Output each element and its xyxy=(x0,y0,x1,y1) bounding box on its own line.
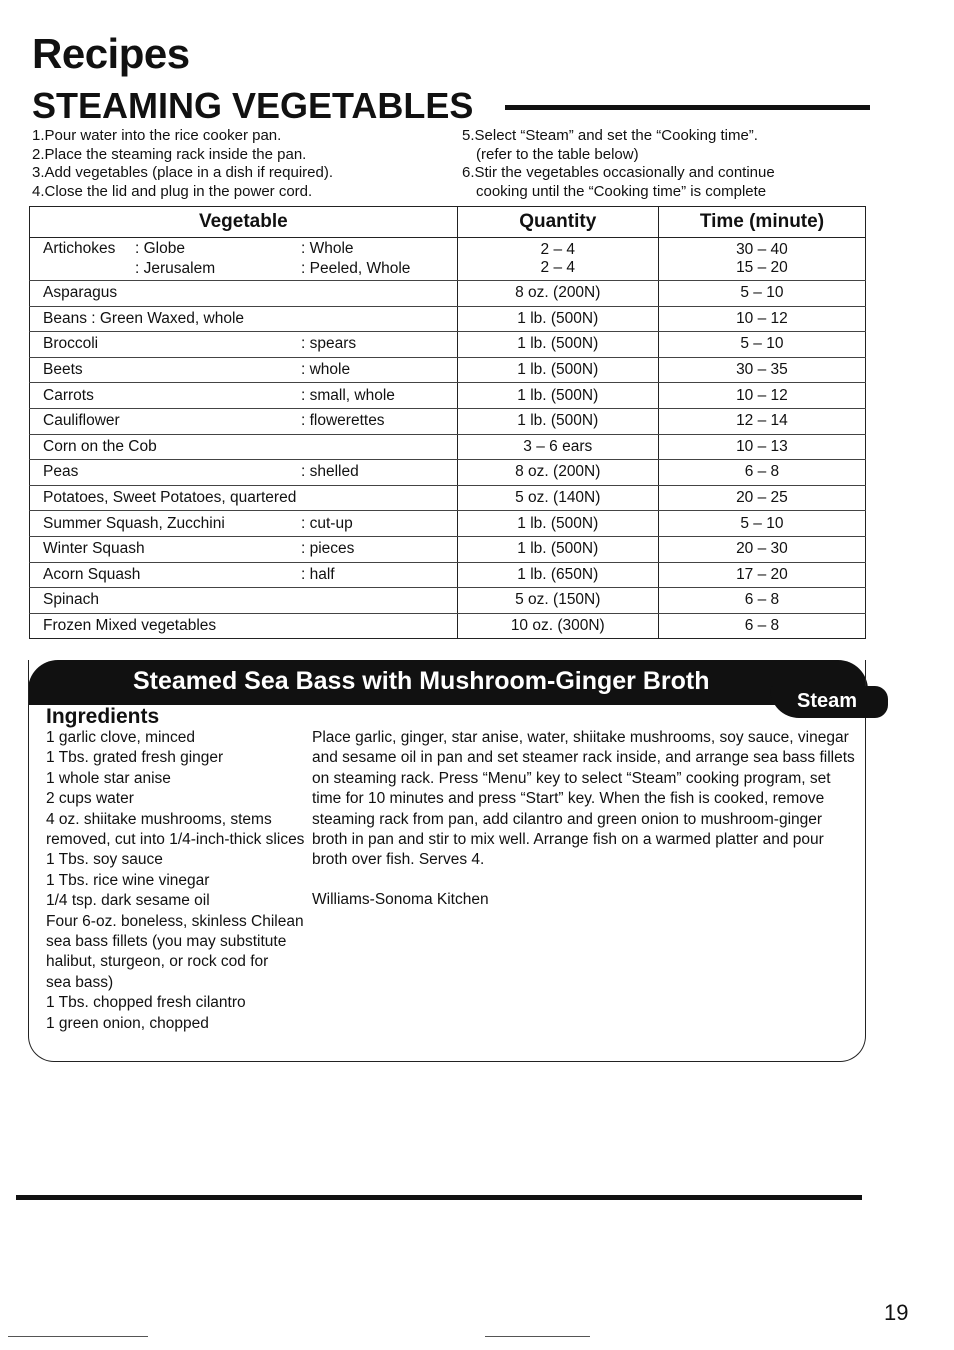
ingredient-item: 4 oz. shiitake mushrooms, stems xyxy=(46,810,272,828)
cell-time: 20 – 30 xyxy=(658,536,865,562)
ingredient-item: sea bass) xyxy=(46,973,114,991)
table-row xyxy=(30,536,866,562)
step-3: 3.Add vegetables (place in a dish if required). xyxy=(32,164,334,181)
ingredient-item: Four 6-oz. boneless, skinless Chilean xyxy=(46,912,304,930)
cell-quantity: 10 oz. (300N) xyxy=(457,613,658,639)
step-4: 4.Close the lid and plug in the power cord. xyxy=(32,182,313,200)
cell-vegetable xyxy=(30,511,458,537)
header-vegetable: Vegetable xyxy=(30,207,458,238)
vegetable-name: Broccoli xyxy=(43,335,99,353)
vegetable-name: Corn on the Cob xyxy=(43,437,157,455)
section-title-rule xyxy=(505,105,870,110)
artichokes-sub-2: : Jerusalem xyxy=(135,260,216,277)
steam-tag: Steam xyxy=(797,690,858,712)
steps-right xyxy=(462,127,775,201)
artichokes-qty-1: 2 – 4 xyxy=(540,241,576,258)
table-row xyxy=(30,332,866,358)
cell-quantity: 3 – 6 ears xyxy=(457,434,658,460)
cell-vegetable xyxy=(30,562,458,588)
footer-rule xyxy=(16,1195,862,1200)
vegetable-cut: : small, whole xyxy=(301,386,395,404)
vegetable-name: Acorn Squash xyxy=(43,565,141,583)
ingredient-item: 1 Tbs. rice wine vinegar xyxy=(46,871,210,889)
ingredient-item: 1 garlic clove, minced xyxy=(46,729,196,746)
table-row xyxy=(30,485,866,511)
recipe-method: Place garlic, ginger, star anise, water, shiitake mushrooms, soy sauce, vinegar and sesame oil in pan and set steamer rack inside, and arrange sea bass fillets on steaming rack. Press “Menu” key to select “Steam” cooking program, set time for 10 minutes and press “Start” key. When the fish is cooked, remove steaming rack from pan, add cilantro and green onion to mushroom-ginger broth in pan and stir to mix well. Arrange fish on a warmed platter and pour broth over fish. Serves 4. xyxy=(312,729,855,869)
table-row xyxy=(30,281,866,307)
vegetable-name: Beets xyxy=(43,361,83,379)
cell-vegetable xyxy=(30,408,458,434)
cell-quantity: 1 lb. (500N) xyxy=(457,357,658,383)
artichokes-name: Artichokes xyxy=(43,240,116,257)
vegetable-name: Asparagus xyxy=(43,284,118,302)
page-title: Recipes xyxy=(32,30,190,77)
table-row xyxy=(30,460,866,486)
table-row xyxy=(30,511,866,537)
footer-line xyxy=(485,1336,590,1337)
cell-time: 30 – 35 xyxy=(658,357,865,383)
ingredients-list xyxy=(46,728,305,1034)
cell-vegetable xyxy=(30,238,458,281)
cell-quantity: 1 lb. (500N) xyxy=(457,408,658,434)
cell-time: 10 – 12 xyxy=(658,383,865,409)
artichokes-time-1: 30 – 40 xyxy=(736,241,788,258)
ingredient-item: sea bass fillets (you may substitute xyxy=(46,933,287,951)
step-2: 2.Place the steaming rack inside the pan. xyxy=(32,145,307,163)
artichokes-sub-1: : Globe xyxy=(135,240,185,257)
step-5: 5.Select “Steam” and set the “Cooking time”. xyxy=(462,127,758,144)
cell-vegetable xyxy=(30,485,458,511)
ingredient-item: 1 Tbs. grated fresh ginger xyxy=(46,749,224,767)
artichokes-desc-2: : Peeled, Whole xyxy=(301,260,411,277)
cell-time: 12 – 14 xyxy=(658,408,865,434)
artichokes-desc-1: : Whole xyxy=(301,240,354,257)
cell-time: 5 – 10 xyxy=(658,281,865,307)
cell-vegetable xyxy=(30,281,458,307)
cell-quantity: 1 lb. (500N) xyxy=(457,332,658,358)
vegetable-cut: : pieces xyxy=(301,540,355,558)
cell-time: 6 – 8 xyxy=(658,460,865,486)
cell-vegetable xyxy=(30,536,458,562)
ingredient-item: 1/4 tsp. dark sesame oil xyxy=(46,892,210,910)
vegetable-table xyxy=(29,206,866,639)
cell-time: 6 – 8 xyxy=(658,613,865,639)
header-quantity: Quantity xyxy=(457,207,658,238)
table-row-artichokes xyxy=(30,238,866,281)
table-row xyxy=(30,434,866,460)
cell-vegetable xyxy=(30,434,458,460)
cell-vegetable xyxy=(30,613,458,639)
vegetable-name: Summer Squash, Zucchini xyxy=(43,514,225,532)
table-row xyxy=(30,588,866,614)
header-time: Time (minute) xyxy=(658,207,865,238)
cell-quantity: 8 oz. (200N) xyxy=(457,460,658,486)
cell-vegetable xyxy=(30,460,458,486)
cell-vegetable xyxy=(30,383,458,409)
ingredient-item: halibut, sturgeon, or rock cod for xyxy=(46,953,269,971)
recipe-title: Steamed Sea Bass with Mushroom-Ginger Broth xyxy=(133,667,710,695)
ingredients-title: Ingredients xyxy=(46,705,160,728)
cell-vegetable xyxy=(30,357,458,383)
ingredient-item: removed, cut into 1/4-inch-thick slices xyxy=(46,831,305,849)
step-5-note: (refer to the table below) xyxy=(476,145,639,163)
cell-quantity: 5 oz. (150N) xyxy=(457,588,658,614)
vegetable-name: Frozen Mixed vegetables xyxy=(43,617,217,635)
cell-quantity: 1 lb. (500N) xyxy=(457,306,658,332)
ingredient-item: 1 green onion, chopped xyxy=(46,1014,209,1032)
cell-time: 6 – 8 xyxy=(658,588,865,614)
step-1: 1.Pour water into the rice cooker pan. xyxy=(32,127,282,144)
vegetable-name: Cauliflower xyxy=(43,412,120,430)
vegetable-name: Carrots xyxy=(43,386,94,404)
table-row xyxy=(30,562,866,588)
artichokes-qty-2: 2 – 4 xyxy=(540,259,576,276)
cell-vegetable xyxy=(30,306,458,332)
page-number: 19 xyxy=(884,1300,909,1325)
footer-line xyxy=(8,1336,148,1337)
cell-quantity: 1 lb. (500N) xyxy=(457,536,658,562)
vegetable-name: Peas xyxy=(43,463,79,481)
vegetable-cut: : shelled xyxy=(301,463,359,481)
step-6-cont: cooking until the “Cooking time” is complete xyxy=(476,182,767,200)
vegetable-cut: : half xyxy=(301,565,335,583)
table-header-row xyxy=(30,207,866,238)
steps-left xyxy=(32,127,333,201)
vegetable-name: Potatoes, Sweet Potatoes, quartered xyxy=(43,489,297,507)
cell-time: 10 – 13 xyxy=(658,434,865,460)
cell-quantity: 1 lb. (500N) xyxy=(457,383,658,409)
recipe-credit: Williams-Sonoma Kitchen xyxy=(312,891,489,908)
cell-vegetable xyxy=(30,332,458,358)
table-row xyxy=(30,306,866,332)
artichokes-time-2: 15 – 20 xyxy=(736,259,788,276)
cell-time xyxy=(658,238,865,281)
ingredient-item: 1 Tbs. chopped fresh cilantro xyxy=(46,994,246,1012)
vegetable-cut: : cut-up xyxy=(301,514,353,532)
ingredient-item: 1 Tbs. soy sauce xyxy=(46,851,163,869)
table-row xyxy=(30,408,866,434)
vegetable-cut: : whole xyxy=(301,361,351,379)
cell-time: 17 – 20 xyxy=(658,562,865,588)
cell-time: 5 – 10 xyxy=(658,511,865,537)
cell-quantity: 1 lb. (650N) xyxy=(457,562,658,588)
cell-time: 10 – 12 xyxy=(658,306,865,332)
cell-quantity: 1 lb. (500N) xyxy=(457,511,658,537)
vegetable-name: Spinach xyxy=(43,591,100,609)
ingredient-item: 2 cups water xyxy=(46,790,134,808)
cell-time: 5 – 10 xyxy=(658,332,865,358)
section-title: STEAMING VEGETABLES xyxy=(32,85,474,126)
cell-quantity: 8 oz. (200N) xyxy=(457,281,658,307)
cell-quantity xyxy=(457,238,658,281)
vegetable-name: Winter Squash xyxy=(43,540,145,558)
cell-time: 20 – 25 xyxy=(658,485,865,511)
table-row xyxy=(30,613,866,639)
ingredient-item: 1 whole star anise xyxy=(46,769,171,787)
step-6: 6.Stir the vegetables occasionally and continue xyxy=(462,164,775,181)
vegetable-cut: : spears xyxy=(301,335,357,353)
table-row xyxy=(30,383,866,409)
cell-quantity: 5 oz. (140N) xyxy=(457,485,658,511)
table-row xyxy=(30,357,866,383)
vegetable-name: Beans : Green Waxed, whole xyxy=(43,309,245,327)
vegetable-cut: : flowerettes xyxy=(301,412,385,430)
cell-vegetable xyxy=(30,588,458,614)
